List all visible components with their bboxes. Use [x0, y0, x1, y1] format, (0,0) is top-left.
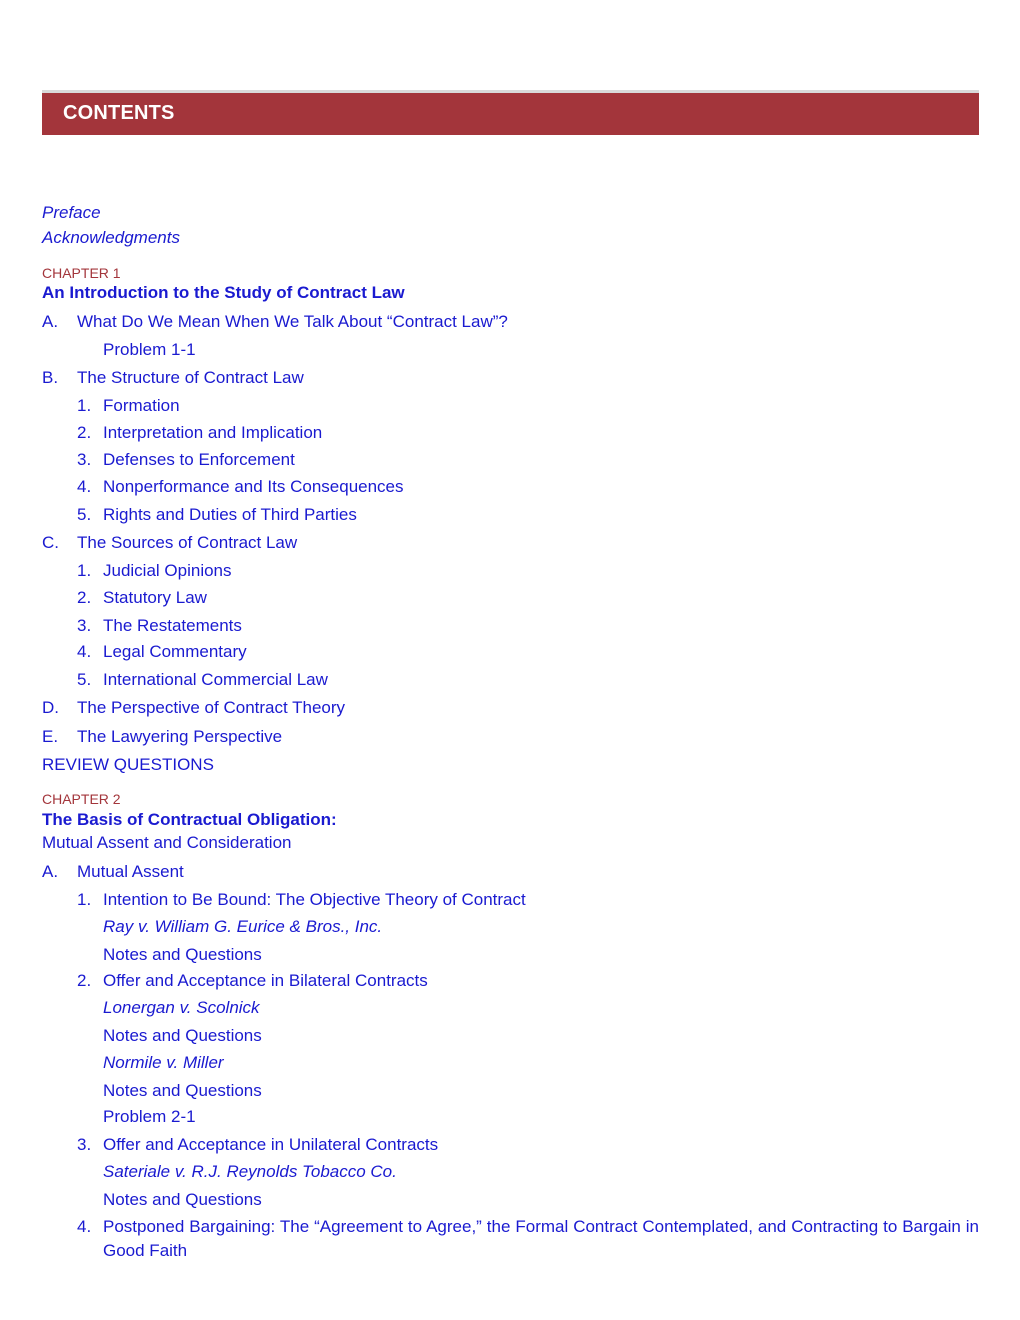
item-title: Intention to Be Bound: The Objective Theory of Contract — [103, 890, 526, 909]
section-title: The Sources of Contract Law — [77, 533, 298, 552]
toc-case-normile[interactable]: Normile v. Miller — [103, 1053, 224, 1072]
item-title: Nonperformance and Its Consequences — [103, 477, 404, 496]
toc-case-lonergan[interactable]: Lonergan v. Scolnick — [103, 998, 260, 1017]
page-title: CONTENTS — [63, 102, 175, 124]
toc-entry-2a-4[interactable] — [42, 1215, 979, 1265]
toc-link-preface[interactable]: Preface — [42, 203, 101, 222]
toc-entry-problem-2-1[interactable]: Problem 2-1 — [103, 1107, 196, 1126]
section-marker: E. — [42, 727, 59, 746]
item-title: International Commercial Law — [103, 670, 328, 689]
item-number: 4. — [77, 477, 92, 496]
toc-link-review-questions[interactable]: REVIEW QUESTIONS — [42, 755, 214, 774]
item-number: 5. — [77, 505, 92, 524]
item-title: Legal Commentary — [103, 642, 247, 661]
item-number: 1. — [77, 396, 92, 415]
toc-notes-4[interactable]: Notes and Questions — [103, 1190, 262, 1209]
item-title: Defenses to Enforcement — [103, 450, 295, 469]
item-title: Offer and Acceptance in Bilateral Contracts — [103, 971, 428, 990]
section-title: What Do We Mean When We Talk About “Contract Law”? — [77, 312, 508, 331]
toc-notes-1[interactable]: Notes and Questions — [103, 945, 262, 964]
section-title: The Structure of Contract Law — [77, 368, 304, 387]
chapter-2-label: CHAPTER 2 — [42, 791, 121, 807]
item-title: Rights and Duties of Third Parties — [103, 505, 357, 524]
section-marker: D. — [42, 698, 59, 717]
section-marker: A. — [42, 312, 59, 331]
item-number: 3. — [77, 1135, 92, 1154]
item-number: 1. — [77, 890, 92, 909]
item-title: Statutory Law — [103, 588, 207, 607]
item-number: 5. — [77, 670, 92, 689]
toc-notes-2[interactable]: Notes and Questions — [103, 1026, 262, 1045]
section-marker: C. — [42, 533, 59, 552]
item-number: 3. — [77, 616, 92, 635]
section-marker: A. — [42, 862, 59, 881]
item-title: Postponed Bargaining: The “Agreement to Agree,” the Formal Contract Contemplated, and Contracting to Bargain in Good Faith — [103, 1217, 979, 1260]
toc-notes-3[interactable]: Notes and Questions — [103, 1081, 262, 1100]
item-title: Formation — [103, 396, 180, 415]
chapter-1-label: CHAPTER 1 — [42, 265, 121, 281]
section-title: The Lawyering Perspective — [77, 727, 283, 746]
chapter-2-subtitle[interactable]: Mutual Assent and Consideration — [42, 833, 292, 852]
item-number: 2. — [77, 971, 92, 990]
item-number: 2. — [77, 588, 92, 607]
item-number: 3. — [77, 450, 92, 469]
section-title: Mutual Assent — [77, 862, 184, 881]
section-title: The Perspective of Contract Theory — [77, 698, 346, 717]
item-number: 2. — [77, 423, 92, 442]
toc-entry-problem-1-1[interactable]: Problem 1-1 — [103, 340, 196, 359]
item-title: Judicial Opinions — [103, 561, 232, 580]
item-title: Offer and Acceptance in Unilateral Contracts — [103, 1135, 439, 1154]
item-title: Interpretation and Implication — [103, 423, 323, 442]
item-number: 1. — [77, 561, 92, 580]
chapter-1-title[interactable]: An Introduction to the Study of Contract Law — [42, 283, 405, 302]
chapter-2-title[interactable]: The Basis of Contractual Obligation: — [42, 810, 337, 829]
toc-case-ray[interactable]: Ray v. William G. Eurice & Bros., Inc. — [103, 917, 383, 936]
item-number: 4. — [77, 1217, 92, 1236]
item-number: 4. — [77, 642, 92, 661]
contents-banner — [42, 93, 979, 135]
toc-link-acknowledgments[interactable]: Acknowledgments — [42, 228, 180, 247]
item-title: The Restatements — [103, 616, 242, 635]
toc-case-sateriale[interactable]: Sateriale v. R.J. Reynolds Tobacco Co. — [103, 1162, 397, 1181]
section-marker: B. — [42, 368, 59, 387]
